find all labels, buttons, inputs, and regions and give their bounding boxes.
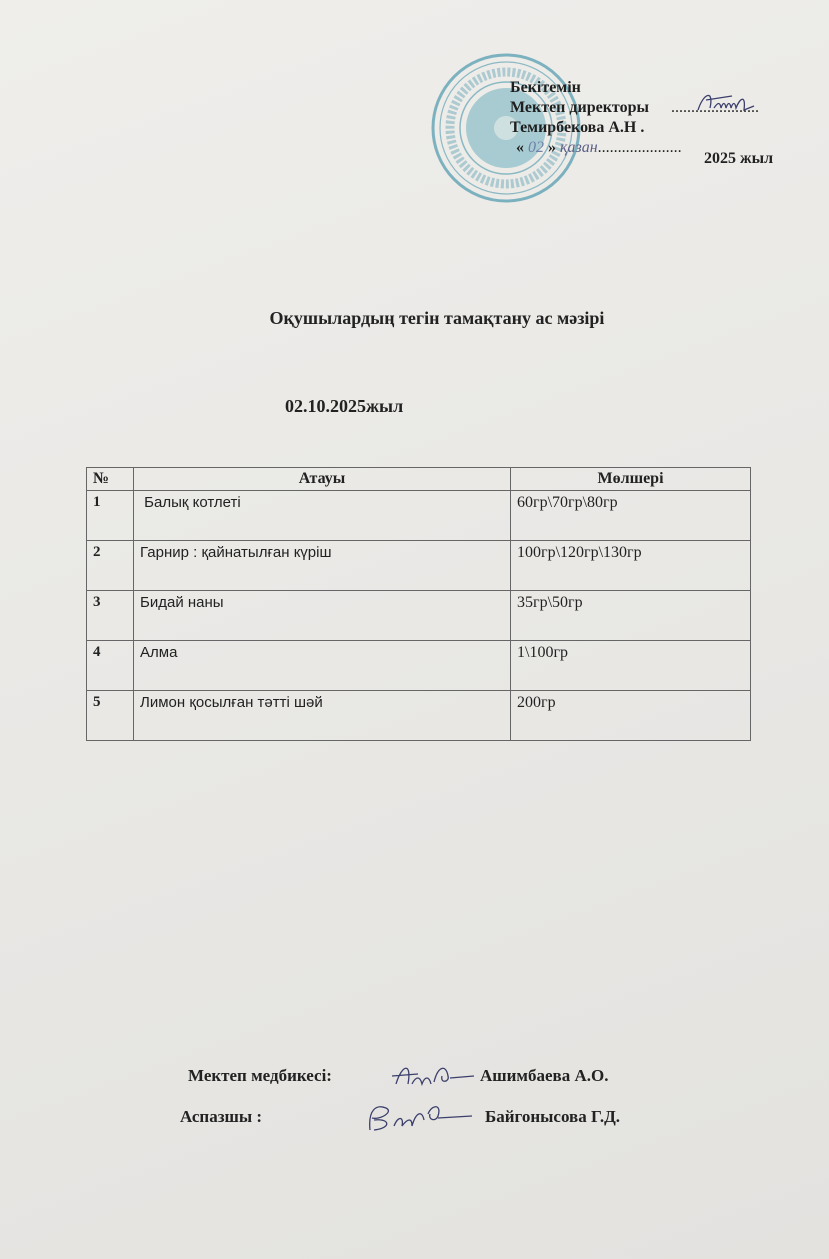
- date-open-quote: «: [516, 139, 524, 156]
- director-signature: [692, 88, 772, 118]
- menu-table: [86, 467, 751, 741]
- director-name: Темирбекова А.Н .: [510, 119, 645, 136]
- header-quantity: Мөлшері: [511, 468, 751, 491]
- row-name: Лимон қосылған тәтті шәй: [134, 691, 511, 741]
- row-number: 5: [87, 691, 134, 741]
- table-row: [87, 591, 751, 641]
- table-row: [87, 641, 751, 691]
- row-name: Алма: [134, 641, 511, 691]
- row-quantity: 60гр\70гр\80гр: [511, 491, 751, 541]
- table-row: [87, 541, 751, 591]
- row-name: Бидай наны: [134, 591, 511, 641]
- row-quantity: 35гр\50гр: [511, 591, 751, 641]
- table-row: [87, 491, 751, 541]
- row-number: 1: [87, 491, 134, 541]
- approval-year: 2025 жыл: [704, 150, 774, 167]
- row-quantity: 1\100гр: [511, 641, 751, 691]
- date-dots: .....................: [597, 139, 682, 156]
- nurse-label: Мектеп медбикесі:: [188, 1066, 332, 1085]
- row-name: Балық котлеті: [134, 491, 511, 541]
- cook-name: Байгонысова Г.Д.: [485, 1107, 621, 1126]
- approval-month: қазан: [560, 139, 598, 156]
- row-number: 2: [87, 541, 134, 591]
- row-name: Гарнир : қайнатылған күріш: [134, 541, 511, 591]
- table-header-row: [87, 468, 751, 491]
- nurse-name: Ашимбаева А.О.: [480, 1066, 609, 1085]
- row-number: 4: [87, 641, 134, 691]
- menu-date: 02.10.2025жыл: [285, 396, 404, 416]
- row-number: 3: [87, 591, 134, 641]
- page-title: Оқушылардың тегін тамақтану ас мәзірі: [269, 308, 605, 328]
- approval-day: 02: [528, 139, 544, 156]
- nurse-signature: [388, 1058, 478, 1094]
- director-position: Мектеп директоры: [510, 99, 649, 116]
- header-number: №: [87, 468, 134, 491]
- row-quantity: 100гр\120гр\130гр: [511, 541, 751, 591]
- cook-label: Аспазшы :: [180, 1107, 263, 1126]
- row-quantity: 200гр: [511, 691, 751, 741]
- header-name: Атауы: [134, 468, 511, 491]
- date-close-quote: »: [548, 139, 556, 156]
- approval-heading: Бекітемін: [510, 79, 581, 96]
- table-row: [87, 691, 751, 741]
- signature-line: ......................: [670, 99, 759, 116]
- cook-signature: [360, 1098, 490, 1138]
